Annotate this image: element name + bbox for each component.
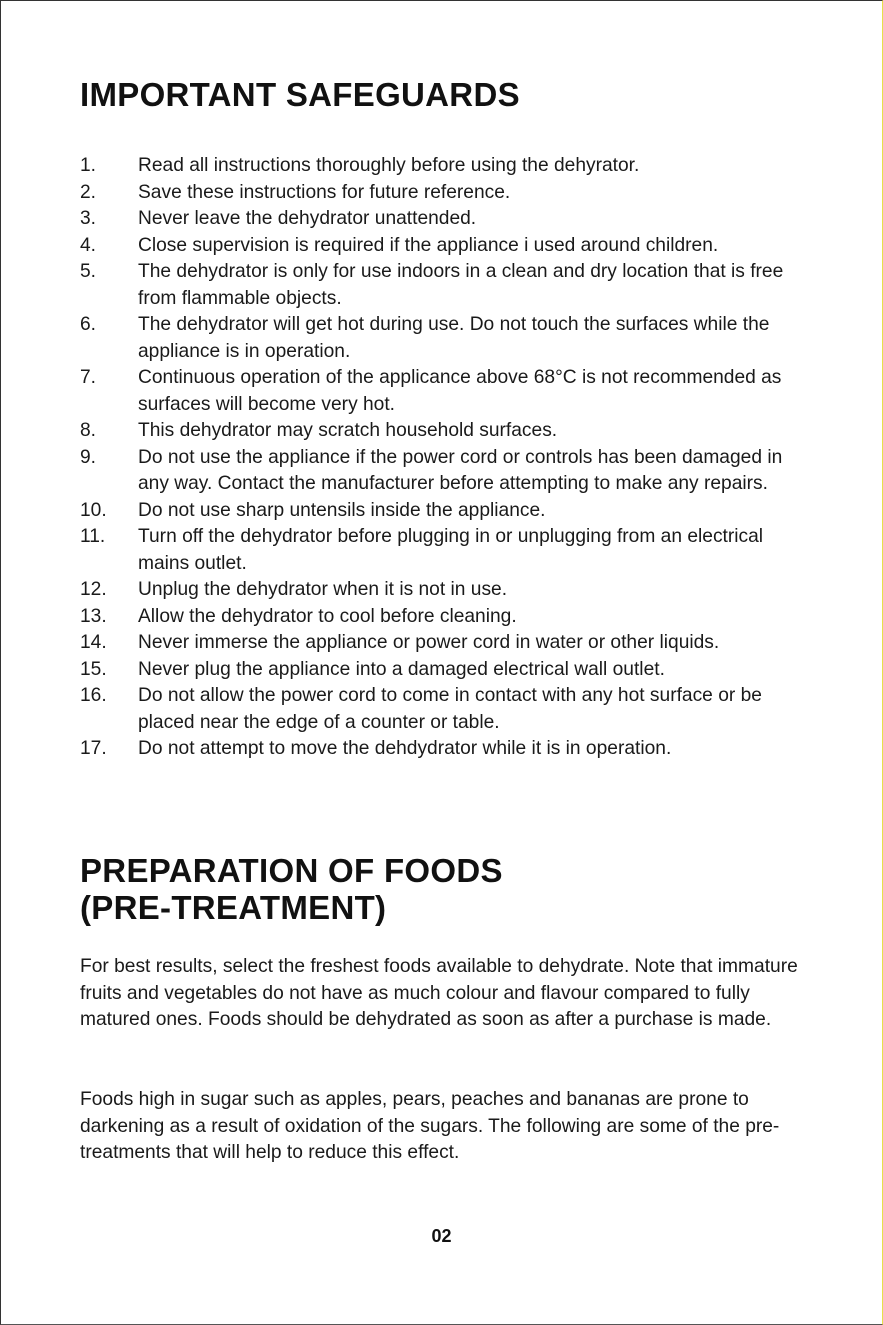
safeguard-item	[80, 524, 810, 577]
preparation-heading-subline: (PRE-TREATMENT)	[80, 889, 387, 926]
item-text: Never plug the appliance into a damaged electrical wall outlet.	[138, 658, 665, 680]
item-text: The dehydrator will get hot during use. Do not touch the surfaces while the appliance is in operation.	[138, 314, 770, 362]
item-text: Unplug the dehydrator when it is not in use.	[138, 579, 508, 600]
item-number: 17.	[80, 738, 107, 759]
safeguards-heading: IMPORTANT SAFEGUARDS	[80, 76, 520, 113]
item-number: 8.	[80, 420, 97, 441]
item-text: Read all instructions thoroughly before using the dehyrator.	[138, 155, 640, 176]
safeguard-item	[80, 630, 810, 657]
item-number: 13.	[80, 605, 107, 627]
safeguard-item	[80, 418, 810, 445]
item-number: 4.	[80, 234, 97, 256]
safeguard-item	[80, 577, 810, 604]
safeguards-list	[80, 153, 810, 763]
safeguard-item	[80, 736, 810, 763]
safeguard-item	[80, 604, 810, 631]
item-number: 7.	[80, 367, 97, 388]
safeguard-item	[80, 259, 810, 312]
item-number: 1.	[80, 155, 97, 176]
preparation-paragraph: Foods high in sugar such as apples, pears, peaches and bananas are prone to darkening as a result of oxidation of the sugars. The following are some of the pre-treatments that will help to reduce this effect.	[80, 1089, 780, 1163]
item-number: 2.	[80, 181, 97, 203]
item-number: 14.	[80, 632, 107, 653]
item-text: The dehydrator is only for use indoors in a clean and dry location that is free from flammable objects.	[138, 261, 784, 309]
safeguard-item	[80, 206, 810, 233]
preparation-heading-line: PREPARATION OF FOODS	[80, 852, 503, 889]
safeguard-item	[80, 233, 810, 260]
safeguard-item	[80, 365, 810, 418]
page-number: 02	[431, 1226, 452, 1246]
item-number: 15.	[80, 658, 107, 680]
item-number: 6.	[80, 314, 97, 335]
safeguard-item	[80, 312, 810, 365]
preparation-heading	[80, 852, 503, 926]
safeguard-item	[80, 180, 810, 207]
item-text: Close supervision is required if the appliance i used around children.	[138, 234, 719, 256]
item-text: Turn off the dehydrator before plugging in or unplugging from an electrical mains outlet.	[138, 526, 764, 574]
item-number: 12.	[80, 579, 107, 600]
item-number: 10.	[80, 499, 107, 521]
item-number: 5.	[80, 261, 97, 282]
safeguard-item	[80, 657, 810, 684]
item-number: 9.	[80, 446, 97, 468]
item-text: Continuous operation of the applicance above 68°C is not recommended as surfaces will become very hot.	[138, 367, 782, 415]
preparation-paragraph: For best results, select the freshest foods available to dehydrate. Note that immature fruits and vegetables do not have as much colour and flavour compared to fully matured ones. Foods should be dehydrated as soon as after a purchase is made.	[80, 956, 798, 1030]
item-number: 3.	[80, 208, 97, 229]
item-text: Never immerse the appliance or power cord in water or other liquids.	[138, 632, 720, 653]
item-text: Allow the dehydrator to cool before cleaning.	[138, 605, 517, 627]
item-text: Never leave the dehydrator unattended.	[138, 208, 477, 229]
safeguard-item	[80, 683, 810, 736]
item-text: Do not use sharp untensils inside the appliance.	[138, 499, 546, 521]
item-text: Do not use the appliance if the power cord or controls has been damaged in any way. Contact the manufacturer before attempting to make any repairs.	[138, 446, 783, 494]
item-number: 16.	[80, 685, 107, 706]
item-text: Do not attempt to move the dehdydrator while it is in operation.	[138, 738, 672, 759]
item-text: Do not allow the power cord to come in contact with any hot surface or be placed near the edge of a counter or table.	[138, 685, 762, 733]
item-text: This dehydrator may scratch household surfaces.	[138, 420, 558, 441]
item-number: 11.	[80, 526, 106, 547]
safeguard-item	[80, 498, 810, 525]
safeguard-item	[80, 445, 810, 498]
safeguard-item	[80, 153, 810, 180]
item-text: Save these instructions for future reference.	[138, 181, 511, 203]
